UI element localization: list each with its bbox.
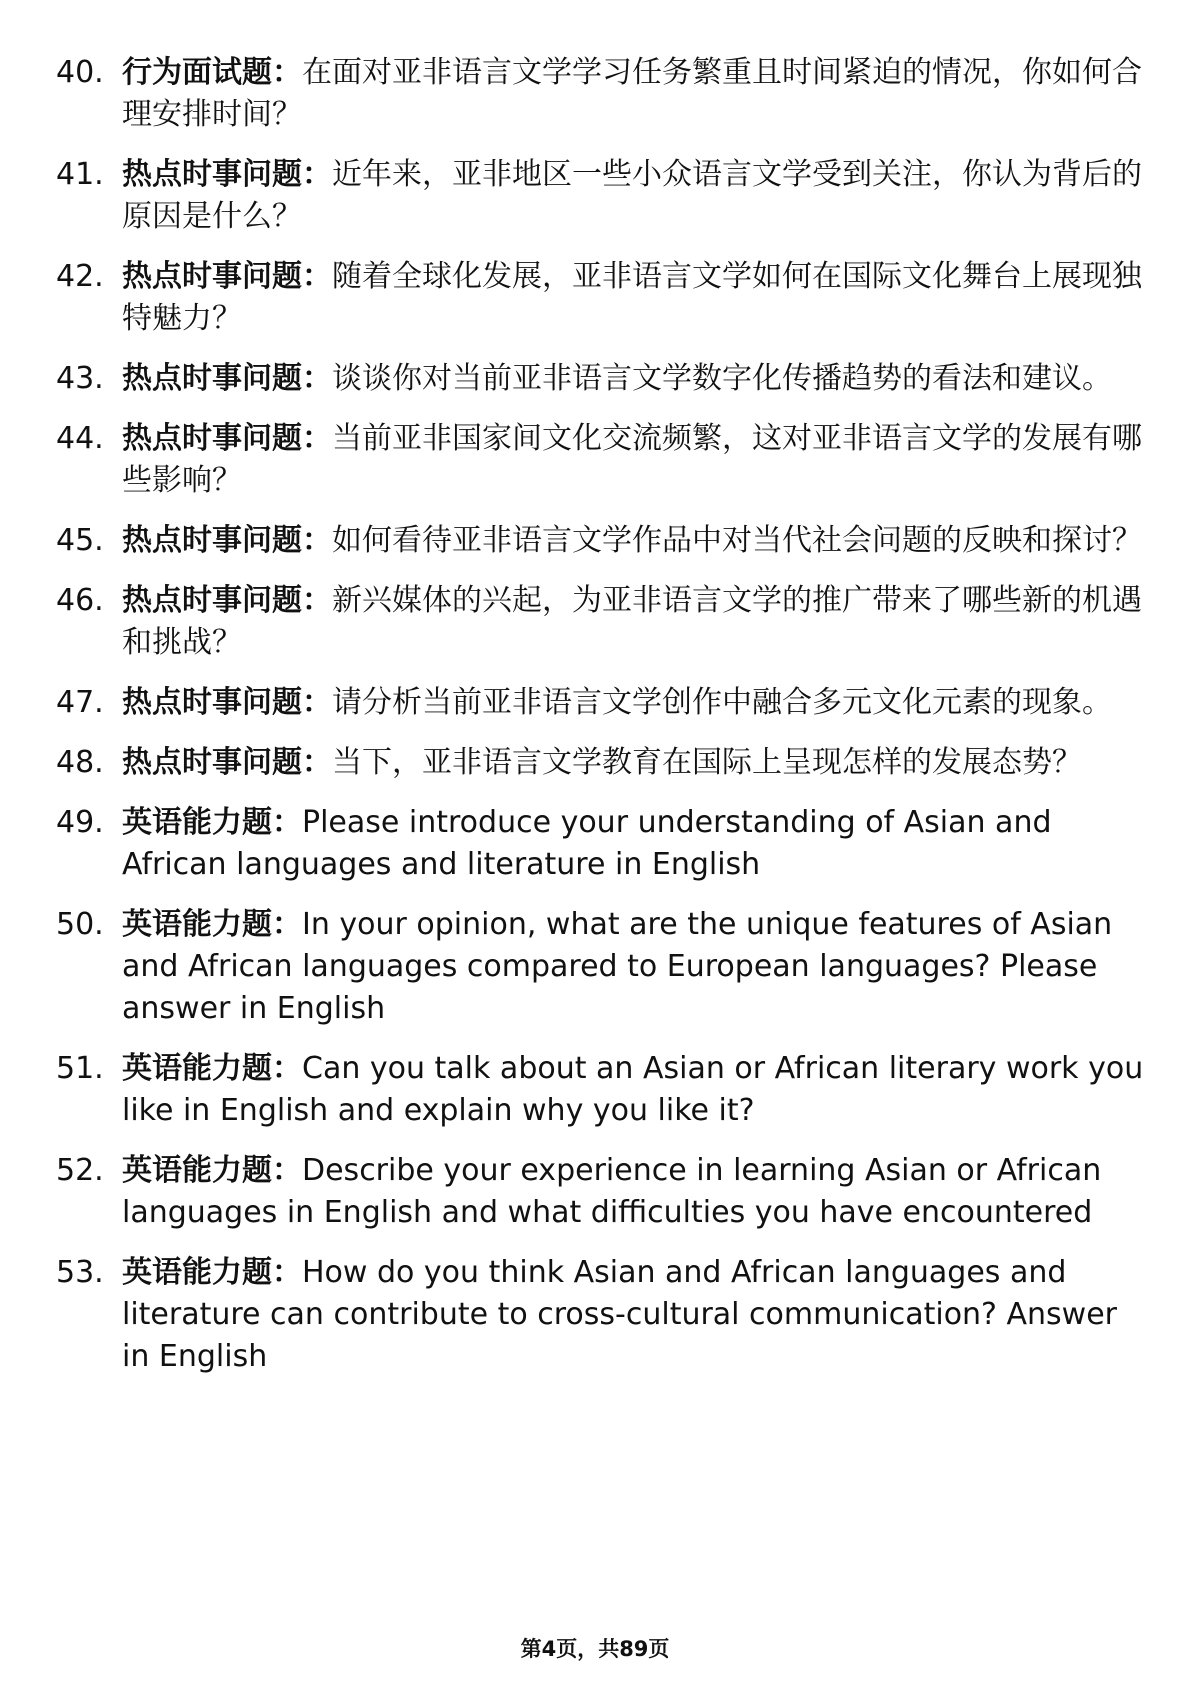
question-text: Can you talk about an Asian or African literary work you like in English and explain why you like it? — [122, 1051, 1144, 1128]
question-body — [122, 418, 1146, 502]
question-item-42 — [56, 256, 1146, 340]
question-text: 近年来，亚非地区一些小众语言文学受到关注，你认为背后的原因是什么？ — [122, 157, 1142, 234]
question-item-46 — [56, 580, 1146, 664]
question-item-51 — [56, 1048, 1146, 1132]
question-number: 48. — [56, 745, 104, 780]
question-item-48 — [56, 742, 1146, 784]
question-body — [122, 256, 1146, 340]
question-item-49 — [56, 802, 1146, 886]
question-item-40 — [56, 52, 1146, 136]
question-body — [122, 1150, 1146, 1234]
question-category: 热点时事问题： — [122, 157, 332, 192]
question-category: 热点时事问题： — [122, 685, 332, 720]
question-body — [122, 682, 1146, 724]
question-text: 请分析当前亚非语言文学创作中融合多元文化元素的现象。 — [332, 685, 1112, 720]
question-category: 热点时事问题： — [122, 421, 332, 456]
question-number: 40. — [56, 55, 104, 90]
question-number: 42. — [56, 259, 104, 294]
question-item-41 — [56, 154, 1146, 238]
question-number: 45. — [56, 523, 104, 558]
question-body — [122, 358, 1146, 400]
question-number: 43. — [56, 361, 104, 396]
question-text: 当前亚非国家间文化交流频繁，这对亚非语言文学的发展有哪些影响？ — [122, 421, 1142, 498]
question-body — [122, 904, 1146, 1030]
question-number: 41. — [56, 157, 104, 192]
question-category: 英语能力题： — [122, 805, 302, 840]
question-text: How do you think Asian and African languages and literature can contribute to cross-cultural communication? Answer in English — [122, 1255, 1118, 1374]
question-category: 热点时事问题： — [122, 523, 332, 558]
question-item-45 — [56, 520, 1146, 562]
question-text: Please introduce your understanding of Asian and African languages and literature in English — [122, 805, 1052, 882]
question-text: 新兴媒体的兴起，为亚非语言文学的推广带来了哪些新的机遇和挑战？ — [122, 583, 1142, 660]
question-number: 51. — [56, 1051, 104, 1086]
question-category: 英语能力题： — [122, 1051, 302, 1086]
question-category: 热点时事问题： — [122, 583, 332, 618]
question-number: 52. — [56, 1153, 104, 1188]
question-number: 49. — [56, 805, 104, 840]
question-category: 热点时事问题： — [122, 745, 332, 780]
question-text: Describe your experience in learning Asian or African languages in English and what difficulties you have encountered — [122, 1153, 1102, 1230]
question-category: 行为面试题： — [122, 55, 302, 90]
question-number: 50. — [56, 907, 104, 942]
question-body — [122, 154, 1146, 238]
question-body — [122, 1252, 1146, 1378]
question-text: 在面对亚非语言文学学习任务繁重且时间紧迫的情况，你如何合理安排时间？ — [122, 55, 1142, 132]
question-text: 谈谈你对当前亚非语言文学数字化传播趋势的看法和建议。 — [332, 361, 1112, 396]
question-body — [122, 742, 1146, 784]
question-body — [122, 520, 1146, 562]
page-number-footer: 第4页，共89页 — [520, 1637, 670, 1661]
question-body — [122, 580, 1146, 664]
question-item-43 — [56, 358, 1146, 400]
question-body — [122, 1048, 1146, 1132]
question-category: 英语能力题： — [122, 907, 302, 942]
question-category: 热点时事问题： — [122, 259, 332, 294]
question-item-44 — [56, 418, 1146, 502]
question-text: 当下，亚非语言文学教育在国际上呈现怎样的发展态势？ — [332, 745, 1082, 780]
question-body — [122, 52, 1146, 136]
question-number: 53. — [56, 1255, 104, 1290]
question-body — [122, 802, 1146, 886]
question-number: 47. — [56, 685, 104, 720]
question-number: 44. — [56, 421, 104, 456]
question-text: 随着全球化发展，亚非语言文学如何在国际文化舞台上展现独特魅力？ — [122, 259, 1142, 336]
question-item-50 — [56, 904, 1146, 1030]
question-text: In your opinion, what are the unique features of Asian and African languages compared to European languages? Please answer in English — [122, 907, 1113, 1026]
question-number: 46. — [56, 583, 104, 618]
question-text: 如何看待亚非语言文学作品中对当代社会问题的反映和探讨？ — [332, 523, 1142, 558]
question-category: 英语能力题： — [122, 1153, 302, 1188]
question-item-47 — [56, 682, 1146, 724]
question-item-53 — [56, 1252, 1146, 1378]
question-list — [56, 52, 1146, 1396]
question-item-52 — [56, 1150, 1146, 1234]
question-category: 英语能力题： — [122, 1255, 302, 1290]
question-category: 热点时事问题： — [122, 361, 332, 396]
